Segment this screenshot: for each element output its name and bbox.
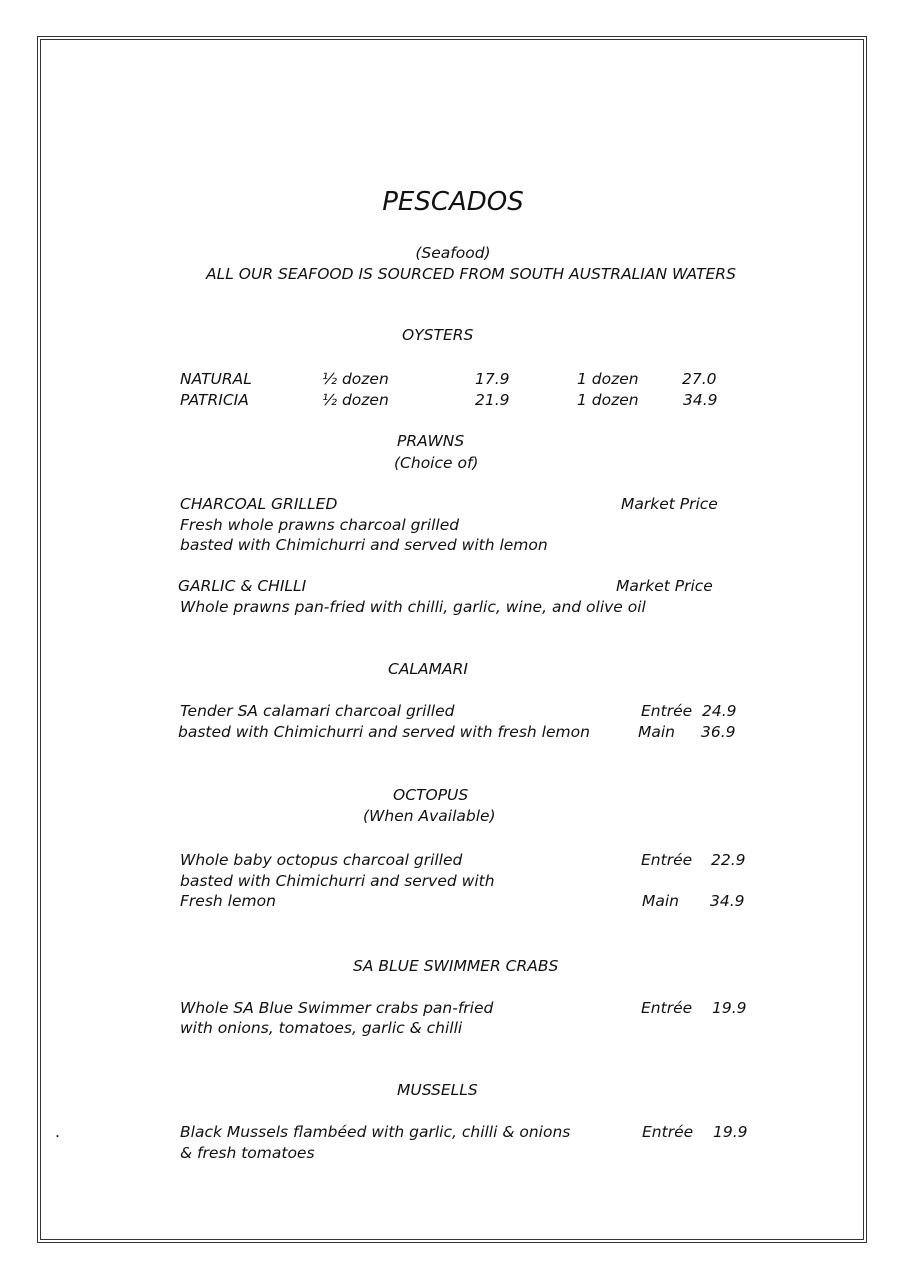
octopus-desc2: basted with Chimichurri and served with (180, 872, 495, 890)
sourcing-note: ALL OUR SEAFOOD IS SOURCED FROM SOUTH AUSTRALIAN WATERS (206, 265, 736, 283)
oyster-patricia-half-label: ½ dozen (322, 391, 389, 409)
prawns-subheading: (Choice of) (394, 454, 479, 472)
octopus-main-price: 34.9 (710, 892, 745, 910)
calamari-main-label: Main (638, 723, 676, 741)
octopus-desc3: Fresh lemon (180, 892, 276, 910)
crabs-desc1: Whole SA Blue Swimmer crabs pan-fried (180, 999, 494, 1017)
mussels-heading: MUSSELLS (397, 1081, 478, 1099)
oyster-patricia-full-price: 34.9 (683, 391, 718, 409)
page-border-inner (40, 39, 864, 1240)
prawn-charcoal-desc1: Fresh whole prawns charcoal grilled (180, 516, 460, 534)
prawns-heading: PRAWNS (397, 432, 465, 450)
calamari-main-price: 36.9 (701, 723, 736, 741)
crabs-entree-label: Entrée (641, 999, 693, 1017)
octopus-subheading: (When Available) (363, 807, 496, 825)
octopus-entree-price: 22.9 (711, 851, 746, 869)
calamari-desc1: Tender SA calamari charcoal grilled (180, 702, 455, 720)
calamari-desc2: basted with Chimichurri and served with fresh lemon (178, 723, 590, 741)
mussels-desc1: Black Mussels flambéed with garlic, chilli & onions (180, 1123, 571, 1141)
oyster-patricia-half-price: 21.9 (475, 391, 510, 409)
stray-dot: . (55, 1123, 60, 1141)
page-title: PESCADOS (382, 187, 524, 217)
oyster-patricia-full-label: 1 dozen (577, 391, 639, 409)
oyster-natural-full-label: 1 dozen (577, 370, 639, 388)
octopus-entree-label: Entrée (641, 851, 693, 869)
octopus-main-label: Main (642, 892, 680, 910)
crabs-entree-price: 19.9 (712, 999, 747, 1017)
prawn-garlic-price: Market Price (616, 577, 713, 595)
crabs-desc2: with onions, tomatoes, garlic & chilli (180, 1019, 463, 1037)
octopus-desc1: Whole baby octopus charcoal grilled (180, 851, 463, 869)
calamari-entree-price: 24.9 (702, 702, 737, 720)
prawn-charcoal-name: CHARCOAL GRILLED (180, 495, 338, 513)
prawn-garlic-desc1: Whole prawns pan-fried with chilli, garlic, wine, and olive oil (180, 598, 646, 616)
calamari-heading: CALAMARI (388, 660, 468, 678)
mussels-entree-label: Entrée (642, 1123, 694, 1141)
prawn-charcoal-price: Market Price (621, 495, 718, 513)
oyster-natural-name: NATURAL (180, 370, 252, 388)
mussels-desc2: & fresh tomatoes (180, 1144, 315, 1162)
octopus-heading: OCTOPUS (393, 786, 469, 804)
oysters-heading: OYSTERS (402, 326, 474, 344)
crabs-heading: SA BLUE SWIMMER CRABS (353, 957, 559, 975)
prawn-garlic-name: GARLIC & CHILLI (178, 577, 307, 595)
calamari-entree-label: Entrée (641, 702, 693, 720)
oyster-natural-half-price: 17.9 (475, 370, 510, 388)
oyster-natural-full-price: 27.0 (682, 370, 717, 388)
oyster-natural-half-label: ½ dozen (322, 370, 389, 388)
page-subtitle: (Seafood) (415, 244, 491, 262)
oyster-patricia-name: PATRICIA (180, 391, 249, 409)
mussels-entree-price: 19.9 (713, 1123, 748, 1141)
prawn-charcoal-desc2: basted with Chimichurri and served with lemon (180, 536, 548, 554)
